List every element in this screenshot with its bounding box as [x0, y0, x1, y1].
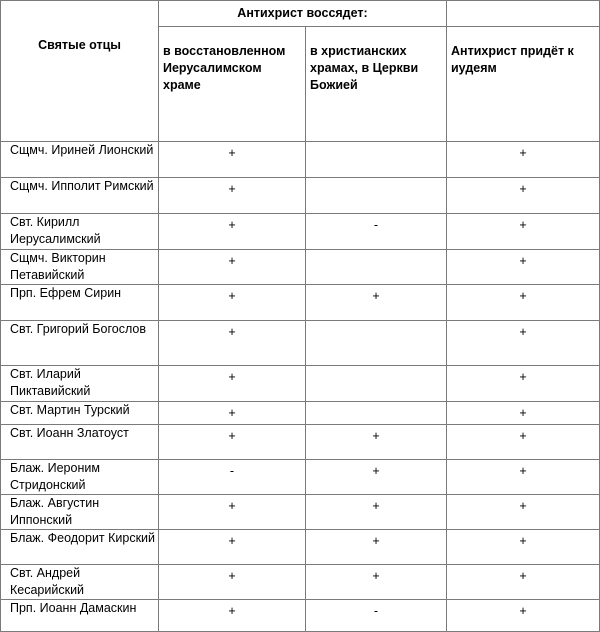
mark-christian-temples: -	[306, 600, 447, 632]
mark-comes-to-jews: +	[447, 321, 600, 366]
table-row	[1, 178, 600, 214]
mark-restored-temple: +	[159, 530, 306, 565]
mark-restored-temple: +	[159, 366, 306, 402]
mark-christian-temples: +	[306, 565, 447, 600]
father-name: Свт. Мартин Турский	[1, 402, 159, 425]
mark-restored-temple: +	[159, 565, 306, 600]
mark-comes-to-jews: +	[447, 366, 600, 402]
mark-christian-temples: +	[306, 425, 447, 460]
mark-comes-to-jews: +	[447, 285, 600, 321]
table-row	[1, 250, 600, 285]
header-holy-fathers: Святые отцы	[1, 1, 159, 142]
mark-restored-temple: +	[159, 142, 306, 178]
father-name: Свт. Андрей Кесарийский	[1, 565, 159, 600]
mark-comes-to-jews: +	[447, 250, 600, 285]
header-antichrist-sits: Антихрист воссядет:	[159, 1, 447, 27]
mark-restored-temple: +	[159, 250, 306, 285]
mark-christian-temples: +	[306, 530, 447, 565]
mark-comes-to-jews: +	[447, 142, 600, 178]
mark-christian-temples: +	[306, 495, 447, 530]
header-restored-temple: в восстановленном Иерусалимском храме	[159, 27, 306, 142]
father-name: Блаж. Иероним Стридонский	[1, 460, 159, 495]
mark-christian-temples	[306, 321, 447, 366]
mark-restored-temple: +	[159, 285, 306, 321]
mark-christian-temples	[306, 402, 447, 425]
mark-christian-temples: -	[306, 214, 447, 250]
table-row	[1, 495, 600, 530]
mark-comes-to-jews: +	[447, 425, 600, 460]
header-christian-temples: в христианских храмах, в Церкви Божией	[306, 27, 447, 142]
mark-restored-temple: +	[159, 178, 306, 214]
table-row	[1, 366, 600, 402]
table-row	[1, 321, 600, 366]
mark-christian-temples: +	[306, 285, 447, 321]
mark-comes-to-jews: +	[447, 495, 600, 530]
father-name: Прп. Ефрем Сирин	[1, 285, 159, 321]
mark-restored-temple: +	[159, 495, 306, 530]
mark-restored-temple: +	[159, 214, 306, 250]
father-name: Сщмч. Ириней Лионский	[1, 142, 159, 178]
table-row	[1, 530, 600, 565]
table-body	[1, 142, 600, 632]
mark-restored-temple: +	[159, 321, 306, 366]
mark-comes-to-jews: +	[447, 600, 600, 632]
father-name: Прп. Иоанн Дамаскин	[1, 600, 159, 632]
mark-comes-to-jews: +	[447, 565, 600, 600]
table-row	[1, 142, 600, 178]
father-name: Свт. Кирилл Иерусалимский	[1, 214, 159, 250]
header-comes-to-jews: Антихрист придёт к иудеям	[447, 27, 600, 142]
mark-comes-to-jews: +	[447, 178, 600, 214]
mark-restored-temple: +	[159, 600, 306, 632]
mark-comes-to-jews: +	[447, 402, 600, 425]
mark-christian-temples: +	[306, 460, 447, 495]
table-row	[1, 425, 600, 460]
mark-christian-temples	[306, 178, 447, 214]
table-row	[1, 214, 600, 250]
father-name: Блаж. Августин Иппонский	[1, 495, 159, 530]
father-name: Свт. Григорий Богослов	[1, 321, 159, 366]
father-name: Блаж. Феодорит Кирский	[1, 530, 159, 565]
table-row	[1, 285, 600, 321]
mark-restored-temple: +	[159, 402, 306, 425]
table-row	[1, 600, 600, 632]
mark-restored-temple: -	[159, 460, 306, 495]
table-row	[1, 402, 600, 425]
mark-comes-to-jews: +	[447, 460, 600, 495]
mark-christian-temples	[306, 250, 447, 285]
mark-comes-to-jews: +	[447, 530, 600, 565]
mark-christian-temples	[306, 142, 447, 178]
header-empty-top	[447, 1, 600, 27]
mark-comes-to-jews: +	[447, 214, 600, 250]
father-name: Сщмч. Викторин Петавийский	[1, 250, 159, 285]
table-row	[1, 460, 600, 495]
father-name: Свт. Иоанн Златоуст	[1, 425, 159, 460]
table-row	[1, 565, 600, 600]
mark-christian-temples	[306, 366, 447, 402]
mark-restored-temple: +	[159, 425, 306, 460]
father-name: Сщмч. Ипполит Римский	[1, 178, 159, 214]
father-name: Свт. Иларий Пиктавийский	[1, 366, 159, 402]
